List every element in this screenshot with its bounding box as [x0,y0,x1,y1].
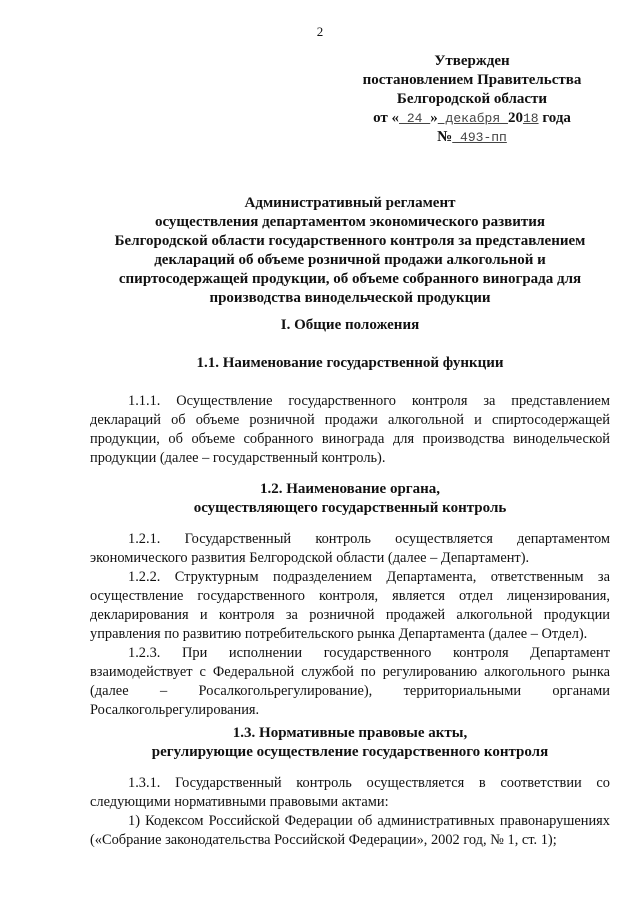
paragraph-1-2-1: 1.2.1. Государственный контроль осуществляется департаментом экономического развития Белгородской области (далее – Департамент). [90,531,610,566]
approval-line-region: Белгородской области [396,91,548,107]
paragraph-1-1-1: 1.1.1. Осуществление государственного контроля за представлением деклараций об объеме розничной продажи алкогольной и спиртосодержащей продукции, об объеме собранного винограда для производства винодельческой продукции (далее – государственный контроль). [90,393,610,466]
paragraph-1-2-3: 1.2.3. При исполнении государственного контроля Департамент взаимодействует с Федеральной службой по регулированию алкогольного рынка (далее – Росалкогольрегулирование), территориальными органами Росалкогольрегулирования. [90,645,610,718]
title-line-5: спиртосодержащей продукции, об объеме собранного винограда для [118,271,582,287]
title-line-4: деклараций об объеме розничной продажи алкогольной и [154,252,546,268]
date-year-suffix: 18 [522,111,539,126]
date-day: 24 [399,111,431,126]
approval-number-line [352,128,592,147]
document-title [90,194,610,308]
number-label: № [437,129,453,145]
paragraph-1-2-2: 1.2.2. Структурным подразделением Департамента, ответственным за осуществление государственного контроля, является отдел лицензирования, декларирования и контроля за розничной продажей алкогольной продукции управления по развитию потребительского рынка Департамента (далее – Отдел). [90,569,610,642]
title-line-1: Административный регламент [244,195,456,211]
section-1-heading: I. Общие положения [280,317,420,333]
approval-line-resolution: постановлением Правительства [362,72,582,88]
subsection-1-2-heading: 1.2. Наименование органа, осуществляющего государственный контроль [193,481,507,516]
paragraph-1-3-1: 1.3.1. Государственный контроль осуществляется в соответствии со следующими нормативными правовыми актами: [90,775,610,810]
subsection-1-1-heading: 1.1. Наименование государственной функции [196,355,504,371]
page-number: 2 [316,24,324,39]
title-line-2: осуществления департаментом экономического развития [154,214,546,230]
subsection-1-3-heading: 1.3. Нормативные правовые акты, регулирующие осуществление государственного контроля [151,725,549,760]
paragraph-1-3-1-item-1: 1) Кодексом Российской Федерации об административных правонарушениях («Собрание законодательства Российской Федерации», 2002 год, № 1, ст. 1); [90,813,610,848]
date-prefix: от « [373,110,400,126]
resolution-number: 493-пп [452,130,507,145]
date-mid: » [430,110,438,126]
date-month: декабря [437,111,508,126]
title-line-3: Белгородской области государственного контроля за представлением [114,233,586,249]
date-suffix: года [538,110,571,126]
approval-date-line [352,109,592,128]
title-line-6: производства винодельческой продукции [209,290,491,306]
approval-block [352,52,592,147]
approval-line-approved: Утвержден [434,53,510,69]
date-year-prefix: 20 [507,110,523,126]
